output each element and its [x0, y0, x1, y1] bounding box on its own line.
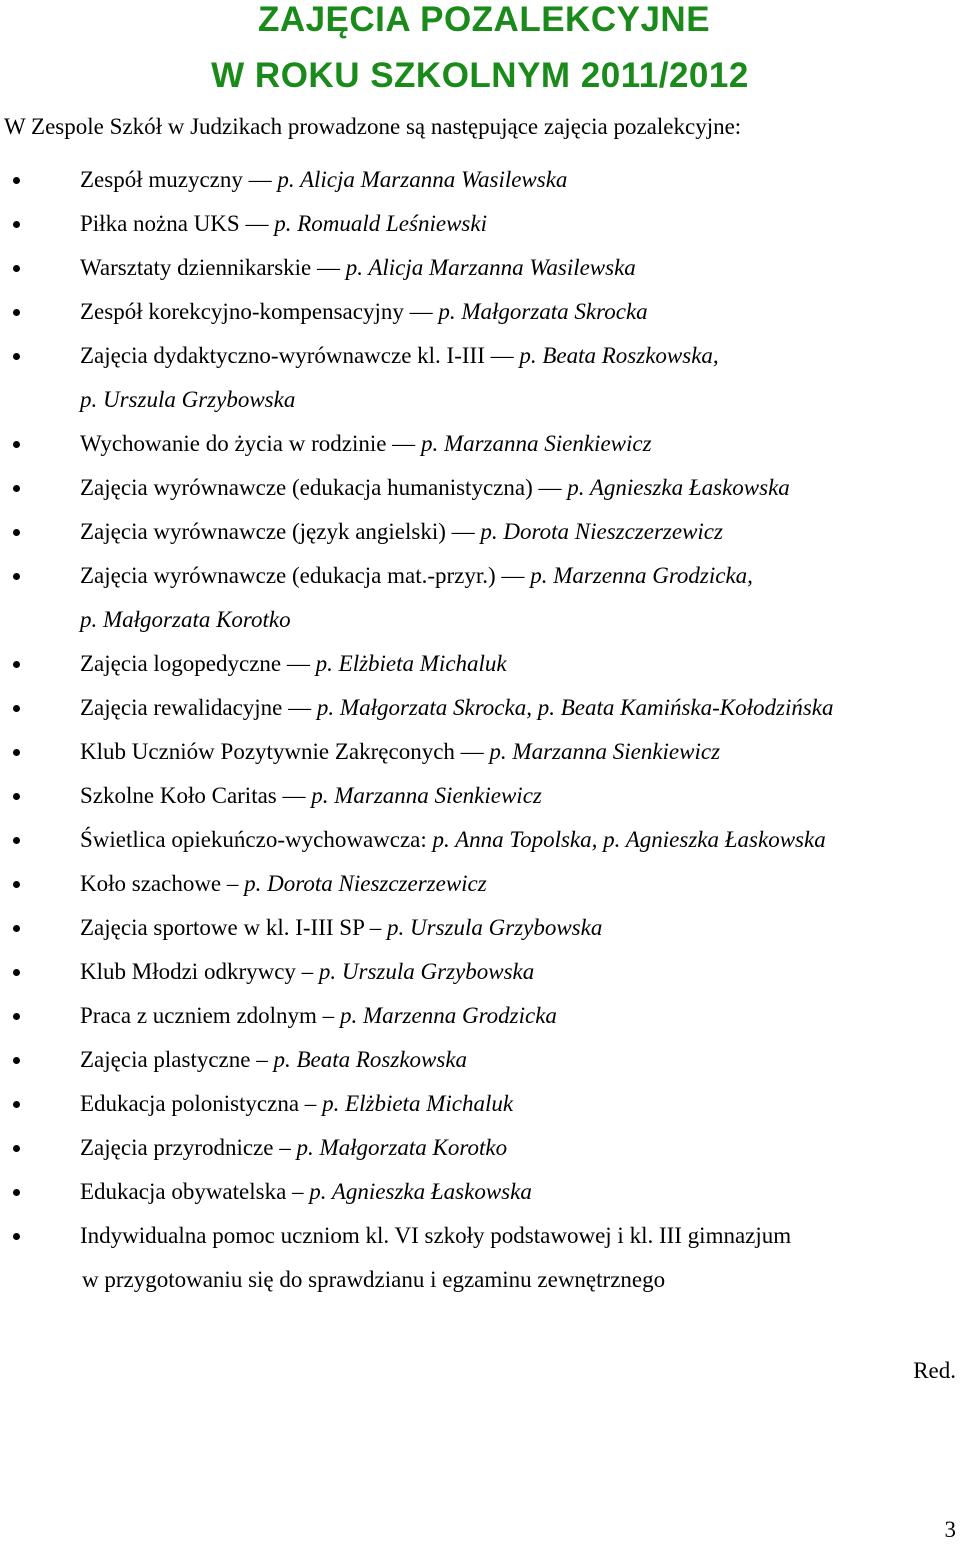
activity-name: Edukacja obywatelska –	[80, 1179, 310, 1204]
activity-name: Klub Młodzi odkrywcy –	[80, 959, 319, 984]
list-item	[0, 1174, 960, 1218]
list-item-text	[80, 778, 542, 814]
list-item	[0, 734, 960, 778]
bullet-icon	[13, 1101, 20, 1108]
bullet-icon	[13, 1145, 20, 1152]
teacher-name: p. Agnieszka Łaskowska	[567, 475, 790, 500]
activity-name: Zajęcia plastyczne –	[80, 1047, 274, 1072]
bullet-icon	[13, 969, 20, 976]
list-item	[0, 338, 960, 426]
bullet-icon	[13, 353, 20, 360]
list-item-text	[80, 690, 834, 726]
list-item-text	[80, 734, 720, 770]
teacher-name: p. Urszula Grzybowska	[387, 915, 603, 940]
activity-name: Zajęcia przyrodnicze –	[80, 1135, 297, 1160]
activity-name: Świetlica opiekuńczo-wychowawcza:	[80, 827, 433, 852]
list-item-text	[80, 910, 602, 946]
list-item-text	[80, 1042, 467, 1078]
bullet-icon	[13, 661, 20, 668]
teacher-name: p. Marzanna Sienkiewicz	[420, 431, 652, 456]
list-item-text	[80, 1174, 532, 1210]
bullet-icon	[13, 1057, 20, 1064]
teacher-name: p. Urszula Grzybowska	[318, 959, 535, 984]
list-item-text	[80, 998, 557, 1034]
bullet-icon	[13, 1013, 20, 1020]
teacher-name: p. Marzanna Sienkiewicz	[311, 783, 542, 808]
list-item-text	[80, 206, 487, 242]
list-item-text	[80, 822, 826, 858]
teacher-name: p. Alicja Marzanna Wasilewska	[277, 167, 568, 192]
activity-name: Klub Uczniów Pozytywnie Zakręconych —	[80, 739, 490, 764]
list-item-text	[80, 294, 648, 330]
bullet-icon	[13, 705, 20, 712]
activity-list	[0, 162, 960, 1306]
bullet-icon	[13, 925, 20, 932]
teacher-name: p. Alicja Marzanna Wasilewska	[345, 255, 636, 280]
activity-name: Zajęcia wyrównawcze (edukacja humanistyczna) —	[80, 475, 568, 500]
list-item	[0, 866, 960, 910]
teacher-name: p. Marzanna Sienkiewicz	[489, 739, 721, 764]
list-item	[0, 558, 960, 646]
list-item	[0, 1218, 960, 1306]
teacher-name: p. Romuald Leśniewski	[274, 211, 487, 236]
list-item-text	[80, 646, 507, 682]
activity-name: Edukacja polonistyczna –	[80, 1091, 323, 1116]
list-item	[0, 778, 960, 822]
activity-name: Koło szachowe –	[80, 871, 245, 896]
bullet-icon	[13, 749, 20, 756]
list-item	[0, 1042, 960, 1086]
teacher-name: p. Małgorzata Skrocka	[438, 299, 648, 324]
intro-paragraph: W Zespole Szkół w Judzikach prowadzone są następujące zajęcia pozalekcyjne:	[4, 114, 742, 139]
list-item	[0, 690, 960, 734]
bullet-icon	[13, 265, 20, 272]
bullet-icon	[13, 221, 20, 228]
list-item	[0, 646, 960, 690]
bullet-icon	[13, 1233, 20, 1240]
bullet-icon	[13, 573, 20, 580]
list-item	[0, 998, 960, 1042]
list-item	[0, 514, 960, 558]
page-number: 3	[944, 1517, 956, 1542]
teacher-name: p. Dorota Nieszczerzewicz	[480, 519, 723, 544]
bullet-icon	[13, 485, 20, 492]
teacher-name: p. Agnieszka Łaskowska	[309, 1179, 532, 1204]
teacher-name: p. Marzenna Grodzicka	[339, 1003, 557, 1028]
teacher-name-continued: p. Urszula Grzybowska	[80, 387, 296, 412]
list-item	[0, 294, 960, 338]
list-item	[0, 206, 960, 250]
bullet-icon	[13, 177, 20, 184]
list-item	[0, 822, 960, 866]
activity-name: Zespół korekcyjno-kompensacyjny —	[80, 299, 439, 324]
activity-name: Praca z uczniem zdolnym –	[80, 1003, 340, 1028]
teacher-name: p. Elżbieta Michaluk	[315, 651, 507, 676]
teacher-name: p. Małgorzata Korotko	[296, 1135, 508, 1160]
teacher-name: p. Anna Topolska, p. Agnieszka Łaskowska	[432, 827, 826, 852]
list-item-text	[80, 866, 487, 902]
signature: Red.	[913, 1358, 956, 1383]
activity-name: Zajęcia dydaktyczno-wyrównawcze kl. I-III —	[80, 343, 520, 368]
teacher-name: p. Małgorzata Skrocka, p. Beata Kamińska-Kołodzińska	[316, 695, 834, 720]
activity-name: Wychowanie do życia w rodzinie —	[80, 431, 421, 456]
teacher-name: p. Beata Roszkowska,	[519, 343, 719, 368]
list-item	[0, 162, 960, 206]
list-item-text	[80, 338, 719, 374]
list-item-text	[80, 1086, 513, 1122]
list-item-text	[80, 1130, 507, 1166]
list-item-text	[80, 250, 636, 286]
teacher-name: p. Dorota Nieszczerzewicz	[244, 871, 487, 896]
activity-name: Zajęcia logopedyczne —	[80, 651, 316, 676]
page-title-line-2: W ROKU SZKOLNYM 2011/2012	[211, 56, 749, 95]
bullet-icon	[13, 1189, 20, 1196]
list-item	[0, 470, 960, 514]
activity-name: Zajęcia wyrównawcze (edukacja mat.-przyr.) —	[80, 563, 531, 588]
activity-name: Zespół muzyczny —	[80, 167, 278, 192]
list-item	[0, 954, 960, 998]
teacher-name: p. Marzenna Grodzicka,	[530, 563, 753, 588]
activity-name: Warsztaty dziennikarskie —	[80, 255, 346, 280]
list-item	[0, 910, 960, 954]
bullet-icon	[13, 881, 20, 888]
page-title-line-1: ZAJĘCIA POZALEKCYJNE	[257, 0, 711, 39]
bullet-icon	[13, 793, 20, 800]
list-item-text	[80, 514, 723, 550]
list-item-text	[80, 426, 652, 462]
list-item-text	[80, 470, 790, 506]
activity-name: Indywidualna pomoc uczniom kl. VI szkoły podstawowej i kl. III gimnazjum	[80, 1223, 792, 1248]
bullet-icon	[13, 837, 20, 844]
activity-name: Zajęcia rewalidacyjne —	[80, 695, 317, 720]
teacher-name: p. Beata Roszkowska	[273, 1047, 468, 1072]
teacher-name-continued: p. Małgorzata Korotko	[80, 607, 291, 632]
teacher-name: p. Elżbieta Michaluk	[322, 1091, 514, 1116]
list-item-text	[80, 162, 567, 198]
bullet-icon	[13, 529, 20, 536]
list-item-text	[80, 954, 534, 990]
list-item	[0, 1086, 960, 1130]
activity-name: Zajęcia sportowe w kl. I-III SP –	[80, 915, 388, 940]
list-item	[0, 250, 960, 294]
activity-name: Szkolne Koło Caritas —	[80, 783, 312, 808]
list-item	[0, 426, 960, 470]
activity-name-continued: w przygotowaniu się do sprawdzianu i egzaminu zewnętrznego	[82, 1267, 666, 1292]
bullet-icon	[13, 309, 20, 316]
list-item-text	[80, 1218, 791, 1254]
activity-name: Zajęcia wyrównawcze (język angielski) —	[80, 519, 481, 544]
bullet-icon	[13, 441, 20, 448]
list-item	[0, 1130, 960, 1174]
activity-name: Piłka nożna UKS —	[80, 211, 275, 236]
list-item-text	[80, 558, 753, 594]
